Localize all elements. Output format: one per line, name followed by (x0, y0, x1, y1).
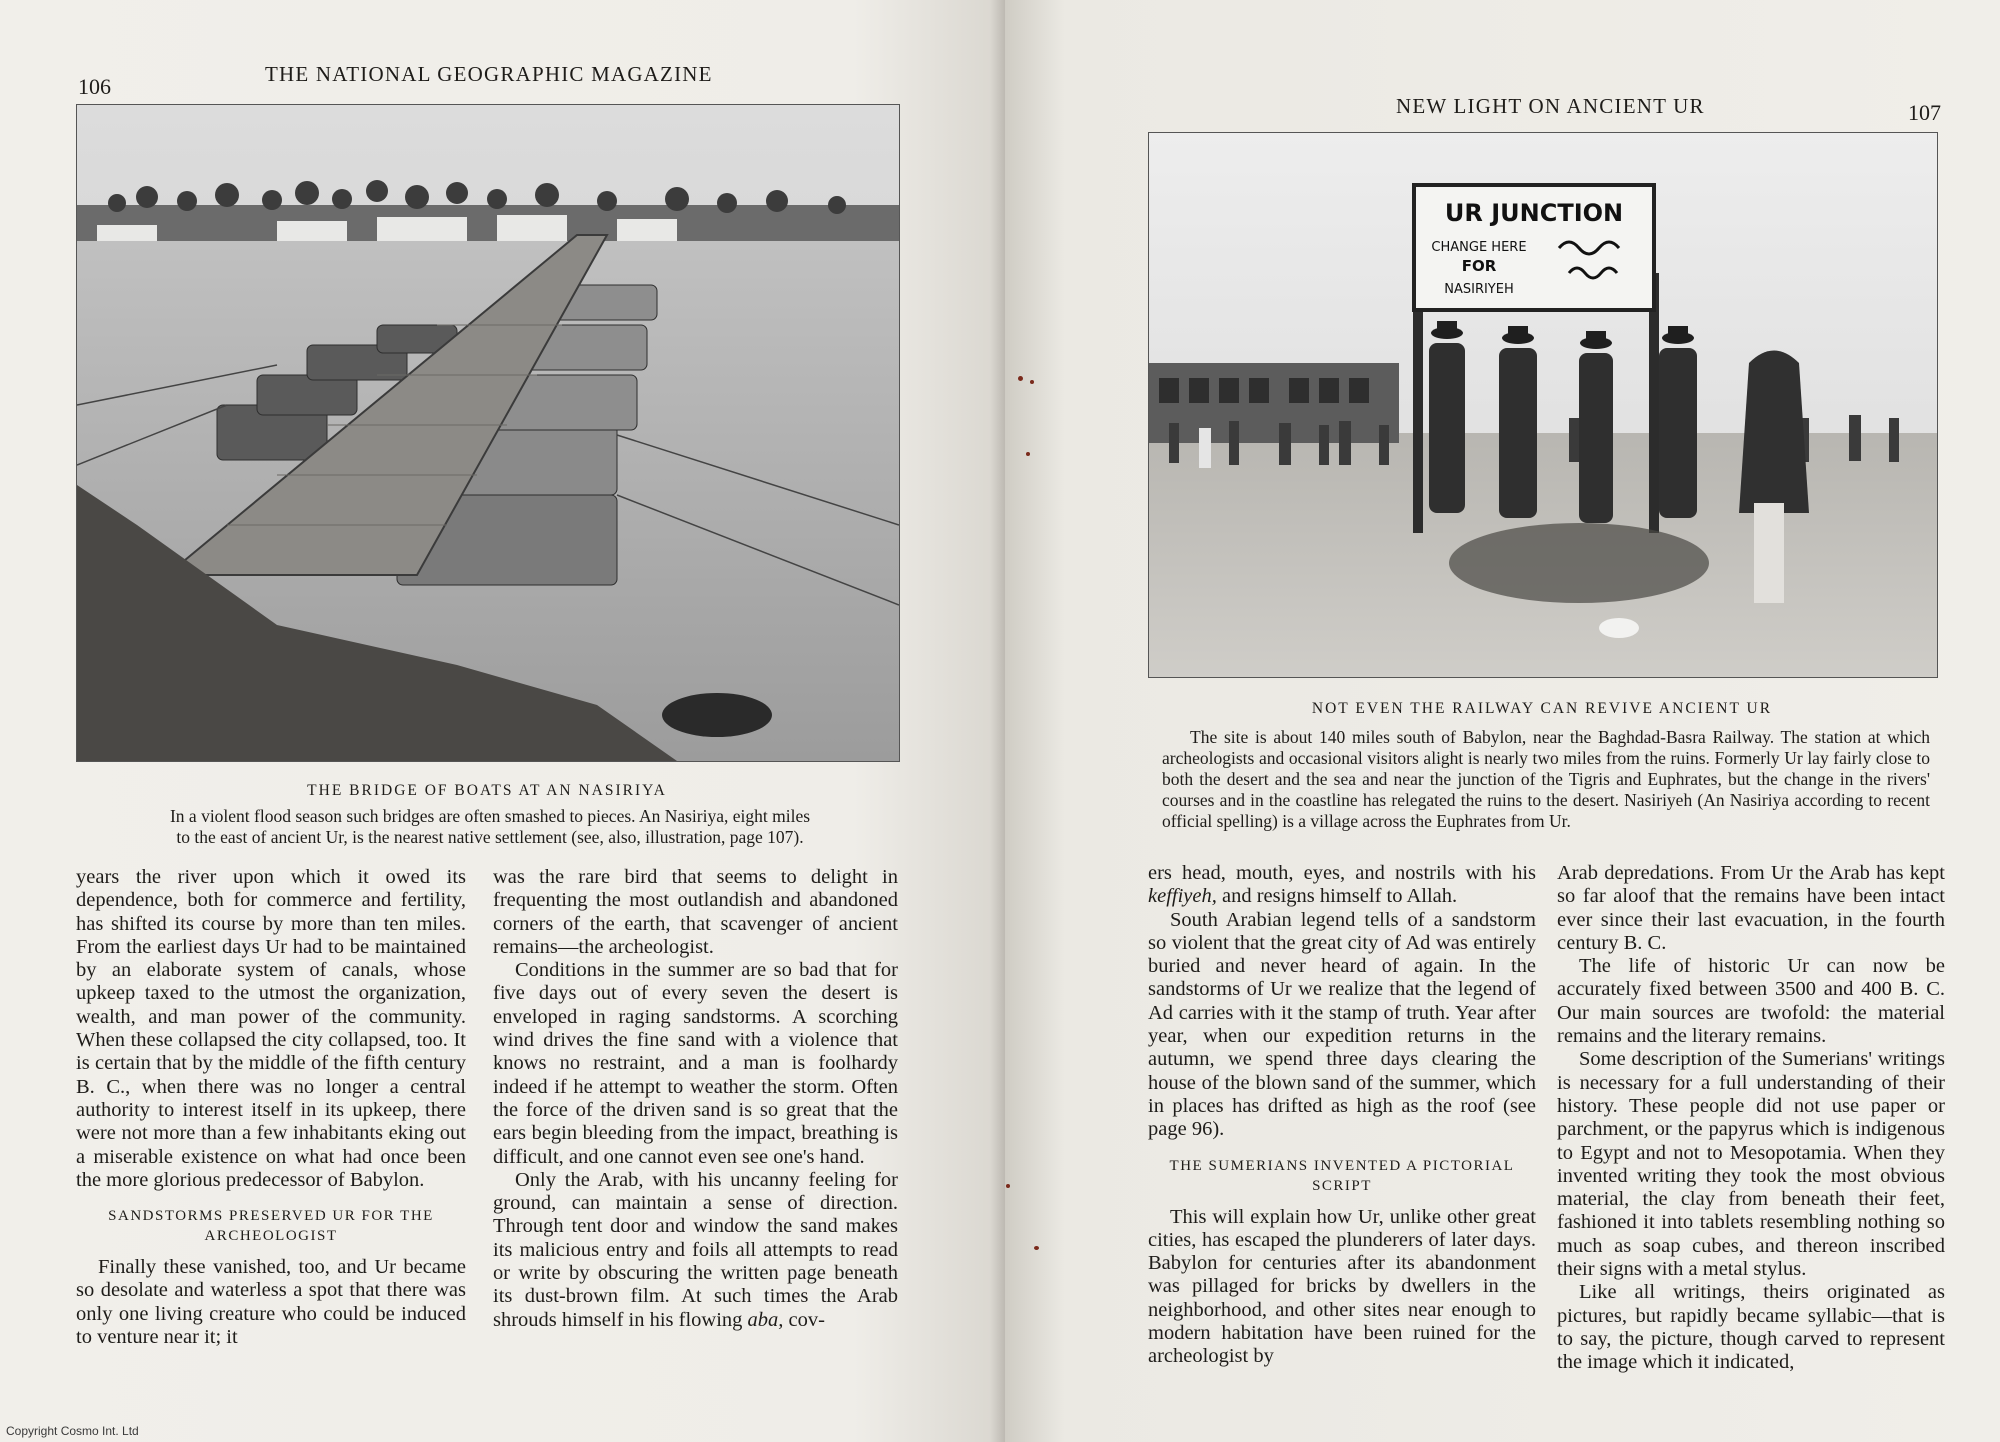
col2-p3-start: Only the Arab, with his uncanny feeling for ground, can maintain a sense of direction. Through tent door and window the sand makes its malicious entry and foils all attempts to read or write by obscuring the written page beneath its dust-brown film. At such times the Arab shrouds himself in his flowing (493, 1168, 898, 1331)
paper-speck (1006, 1184, 1010, 1188)
bridge-of-boats-photo (76, 104, 900, 762)
left-running-head: THE NATIONAL GEOGRAPHIC MAGAZINE (265, 62, 713, 86)
left-page-number: 106 (78, 74, 111, 99)
sign-line1: CHANGE HERE (1431, 240, 1527, 255)
col1-paragraph-2: Finally these vanished, too, and Ur became so desolate and waterless a spot that there was only one living creature who could be induced to venture near it; it (76, 1256, 466, 1349)
copyright-watermark: Copyright Cosmo Int. Ltd (6, 1424, 139, 1438)
col3-paragraph-2: South Arabian legend tells of a sandstorm so violent that the great city of Ad was entirely buried and never heard of again. In the sandstorms of Ur we realize that the legend of Ad carries with it the stamp of truth. Year after year, when our expedition returns in the autumn, we spend three days clearing the house of the blown sand of the summer, which in places has drifted as high as the roof (see page 96). (1148, 908, 1536, 1141)
col4-paragraph-1: Arab depredations. From Ur the Arab has kept so far aloof that the remains have been intact ever since their last evacuation, in the fourth century B. C. (1557, 862, 1945, 954)
right-caption-title: NOT EVEN THE RAILWAY CAN REVIVE ANCIENT UR (1311, 700, 1773, 717)
left-column-2 (493, 866, 898, 1332)
col3-subhead-line2: SCRIPT (1312, 1177, 1372, 1194)
col3-paragraph-1 (1148, 862, 1536, 909)
right-page-number: 107 (1908, 100, 1941, 125)
col3-p1-start: ers head, mouth, eyes, and nostrils with his (1148, 862, 1536, 884)
col2-p3-italic: aba, (747, 1308, 784, 1331)
right-caption-body: The site is about 140 miles south of Babylon, near the Baghdad-Basra Railway. The station at which archeologists and occasional visitors alight is nearly two miles from the ruins. Formerly Ur lay fairly close to both the desert and the sea and near the junction of the Tigris and Euphrates, but the change in the rivers' courses and in the coastline has relegated the ruins to the desert. Nasiriyeh (An Nasiriya according to recent official spelling) is a village across the Euphrates from Ur. (1162, 727, 1930, 831)
col1-subhead-line1: SANDSTORMS PRESERVED UR FOR THE (108, 1208, 434, 1225)
left-caption-line2: to the east of ancient Ur, is the nearest native settlement (see, also, illustration, page 107). (176, 827, 804, 847)
paper-speck (1026, 452, 1030, 456)
col3-p1-end: and resigns himself to Allah. (1216, 885, 1458, 908)
left-caption-body (90, 806, 890, 848)
paper-speck (1018, 376, 1023, 381)
col3-subhead (1148, 1156, 1536, 1196)
right-column-2 (1557, 862, 1945, 1375)
right-column-1 (1148, 862, 1536, 1369)
col3-paragraph-3: This will explain how Ur, unlike other great cities, has escaped the plunderers of later days. Babylon for centuries after its abandonment was pillaged for bricks by dwellers in the neighborhood, and other sites near enough to modern habitation have been ruined for the archeologist by (1148, 1205, 1536, 1368)
col4-paragraph-3: Some description of the Sumerians' writings is necessary for a full understanding of their history. These people did not use paper or parchment, or the papyrus which is indigenous to Egypt and not to Mesopotamia. When they invented writing they took the most obvious material, the clay from beneath their feet, fashioned it into tablets resembling nothing so much as soap cubes, and thereon inscribed their signs with a metal stylus. (1557, 1048, 1945, 1281)
sign-title: UR JUNCTION (1444, 199, 1624, 227)
right-page (1005, 0, 2000, 1442)
left-caption-line1: In a violent flood season such bridges are often smashed to pieces. An Nasiriya, eight miles (169, 806, 811, 826)
col1-subhead (76, 1206, 466, 1246)
col3-subhead-line1: THE SUMERIANS INVENTED A PICTORIAL (1169, 1157, 1515, 1174)
col1-paragraph-1: years the river upon which it owed its dependence, both for commerce and fertility, has shifted its course by more than ten miles. From the earliest days Ur had to be maintained by an elaborate system of canals, whose upkeep taxed to the utmost the organization, wealth, and man power of the community. When these collapsed the city collapsed, too. It is certain that by the middle of the fifth century B. C., when there was no longer a central authority to interest itself in its upkeep, there were not more than a few inhabitants eking out a miserable existence on what had once been the more glorious predecessor of Babylon. (76, 866, 466, 1191)
paper-speck (1034, 1246, 1039, 1250)
paper-speck (1030, 380, 1034, 384)
col2-paragraph-3 (493, 1169, 898, 1332)
col4-paragraph-4: Like all writings, theirs originated as pictures, but rapidly became syllabic—that is to say, the picture, though carved to represent the image which it indicated, (1557, 1281, 1945, 1374)
bridge-photo-illustration (77, 105, 899, 761)
left-caption-title: THE BRIDGE OF BOATS AT AN NASIRIYA (307, 782, 667, 799)
col2-paragraph-2: Conditions in the summer are so bad that for five days out of every seven the desert is enveloped in raging sandstorms. A scorching wind drives the fine sand with a violence that knows no restraint, and a man is foolhardy indeed if he attempt to weather the storm. Often the force of the driven sand is so great that the ears begin bleeding from the impact, breathing is difficult, and one cannot even see one's hand. (493, 959, 898, 1168)
col1-subhead-line2: ARCHEOLOGIST (204, 1228, 338, 1245)
col2-paragraph-1: was the rare bird that seems to delight in frequenting the most outlandish and abandoned corners of the earth, that scavenger of ancient remains—the archeologist. (493, 866, 898, 958)
col4-paragraph-2: The life of historic Ur can now be accurately fixed between 3500 and 400 B. C. Our main sources are twofold: the material remains and the literary remains. (1557, 955, 1945, 1048)
col3-p1-italic: keffiyeh, (1148, 885, 1217, 908)
ur-junction-photo (1148, 132, 1938, 678)
sign-line3: NASIRIYEH (1444, 282, 1514, 297)
left-column-1 (76, 866, 466, 1349)
col2-p3-end: cov- (783, 1308, 825, 1331)
sign-line2: FOR (1461, 257, 1497, 275)
right-running-head: NEW LIGHT ON ANCIENT UR (1396, 94, 1705, 118)
ur-junction-photo-illustration (1149, 133, 1937, 677)
